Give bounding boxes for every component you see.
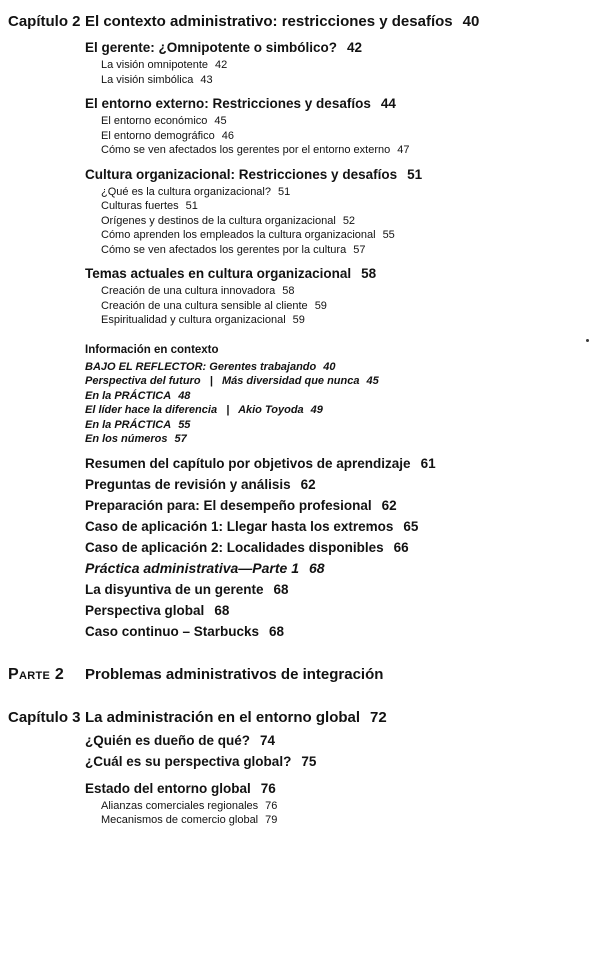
toc-entry-label: En los números xyxy=(85,433,168,445)
toc-entry xyxy=(101,143,590,158)
page-number: 68 xyxy=(269,623,285,639)
toc-entry-label: La visión omnipotente xyxy=(101,59,209,71)
toc-entry-label: Caso de aplicación 1: Llegar hasta los extremos xyxy=(85,518,394,534)
toc-entry xyxy=(85,558,590,579)
toc-entry-label: Orígenes y destinos de la cultura organizacional xyxy=(101,214,336,227)
page-number: 76 xyxy=(260,780,276,796)
page-number: 62 xyxy=(300,476,316,492)
toc-entry-label: Resumen del capítulo por objetivos de aprendizaje xyxy=(85,455,411,471)
toc-entry-label: Perspectiva global xyxy=(85,602,205,618)
toc-entry-label: El entorno demográfico xyxy=(101,129,215,142)
chapter-block xyxy=(8,12,590,642)
toc-entry xyxy=(85,265,590,282)
page-number: 42 xyxy=(347,40,363,55)
toc-entry xyxy=(101,129,590,144)
scan-speck xyxy=(586,339,589,342)
page-number: 72 xyxy=(370,708,387,726)
toc-entry-label: Información en contexto xyxy=(85,343,219,356)
toc-entry xyxy=(85,495,590,516)
toc-entry xyxy=(85,418,590,433)
page-number: 75 xyxy=(301,753,317,769)
toc-entry xyxy=(85,474,590,495)
page-number: 44 xyxy=(380,96,396,111)
toc-entry xyxy=(101,313,590,328)
toc-entry xyxy=(85,621,590,642)
toc-entry xyxy=(85,432,590,447)
toc-entry-label: BAJO EL REFLECTOR: Gerentes trabajando xyxy=(85,360,317,373)
page-number: 68 xyxy=(273,581,289,597)
page-number: 57 xyxy=(174,433,187,445)
toc-entry xyxy=(101,114,590,129)
page-number: 59 xyxy=(292,314,305,326)
page-number: 40 xyxy=(462,13,480,30)
page-number: 48 xyxy=(178,389,191,402)
toc-entry-label: Creación de una cultura sensible al cliente xyxy=(101,299,308,312)
toc-entry xyxy=(85,751,590,772)
toc-entry-label: Cómo aprenden los empleados la cultura organizacional xyxy=(101,229,376,241)
toc-entry-label: ¿Qué es la cultura organizacional? xyxy=(101,185,271,198)
page-number: 52 xyxy=(342,214,356,227)
toc-entry xyxy=(85,600,590,621)
toc-entry-label: Práctica administrativa—Parte 1 xyxy=(85,559,299,576)
part-title: Problemas administrativos de integración xyxy=(85,665,384,683)
toc-entry xyxy=(101,199,590,214)
page-number: 51 xyxy=(407,166,423,182)
page-number: 55 xyxy=(382,229,395,241)
toc-entry xyxy=(101,243,590,258)
toc-entry-label: Estado del entorno global xyxy=(85,780,251,796)
toc-entry xyxy=(85,343,590,357)
toc-entry xyxy=(101,813,590,828)
toc-entry-label: En la PRÁCTICA xyxy=(85,389,172,402)
toc-entry-label: Mecanismos de comercio global xyxy=(101,814,259,826)
toc-entry xyxy=(85,403,590,418)
chapter-label: Capítulo 3 xyxy=(8,708,81,726)
page-number: 58 xyxy=(282,285,295,297)
toc-entry-label: Alianzas comerciales regionales xyxy=(101,799,259,812)
page-number: 51 xyxy=(277,185,291,198)
toc-entry-label: Caso de aplicación 2: Localidades disponibles xyxy=(85,539,384,555)
toc-entry xyxy=(85,780,590,797)
page-number: 59 xyxy=(314,299,327,312)
page-number: 55 xyxy=(178,418,191,431)
page-number: 49 xyxy=(310,404,323,416)
toc-entry xyxy=(85,95,590,112)
toc-entry xyxy=(85,579,590,600)
toc-entry xyxy=(101,799,590,814)
toc-entry xyxy=(85,537,590,558)
page-number: 45 xyxy=(366,375,379,387)
page-number: 65 xyxy=(403,518,419,534)
page-number: 68 xyxy=(309,559,325,576)
toc-entry-label: Culturas fuertes xyxy=(101,200,179,212)
chapter-title: La administración en el entorno global xyxy=(85,708,361,726)
toc-entry xyxy=(101,228,590,243)
toc-entry xyxy=(85,453,590,474)
page-number: 40 xyxy=(323,360,336,373)
toc-entry-label: Temas actuales en cultura organizacional xyxy=(85,266,352,281)
toc-entry xyxy=(85,166,590,183)
page-number: 79 xyxy=(265,814,278,826)
toc-entry-label: La disyuntiva de un gerente xyxy=(85,581,264,597)
toc-entry xyxy=(85,389,590,404)
toc-entry-label: Espiritualidad y cultura organizacional xyxy=(101,314,286,326)
toc-entry xyxy=(101,299,590,314)
page-number: 47 xyxy=(397,144,410,156)
page-number: 43 xyxy=(200,73,213,86)
toc-entry xyxy=(85,360,590,375)
chapter-block xyxy=(8,708,590,828)
toc-entry xyxy=(85,516,590,537)
toc-entry-label: Cómo se ven afectados los gerentes por la cultura xyxy=(101,243,347,256)
page-number: 66 xyxy=(393,539,409,555)
toc-entry-label: Caso continuo – Starbucks xyxy=(85,623,260,639)
toc-entry-label: El gerente: ¿Omnipotente o simbólico? xyxy=(85,40,338,55)
page-number: 74 xyxy=(260,732,276,748)
chapter-label: Capítulo 2 xyxy=(8,13,81,30)
toc-entry-label: Perspectiva del futuro | Más diversidad que nunca xyxy=(85,375,360,387)
page-number: 58 xyxy=(361,266,377,281)
toc-entry-label: En la PRÁCTICA xyxy=(85,418,172,431)
toc-entry-label: Cultura organizacional: Restricciones y desafíos xyxy=(85,166,398,182)
toc-entry-label: Creación de una cultura innovadora xyxy=(101,285,276,297)
toc-entry xyxy=(101,58,590,73)
toc-entry xyxy=(101,73,590,88)
toc-entry-label: Cómo se ven afectados los gerentes por el entorno externo xyxy=(101,144,391,156)
page-number: 62 xyxy=(381,497,397,513)
toc-entry-label: El entorno externo: Restricciones y desafíos xyxy=(85,96,371,111)
toc-entry-label: El líder hace la diferencia | Akio Toyoda xyxy=(85,404,304,416)
toc-entry-label: ¿Quién es dueño de qué? xyxy=(85,732,251,748)
chapter-heading xyxy=(8,708,590,727)
toc-entry xyxy=(101,214,590,229)
toc-entry-label: El entorno económico xyxy=(101,115,208,127)
page-number: 61 xyxy=(420,455,436,471)
part-heading-block xyxy=(8,666,590,684)
toc-entry xyxy=(85,374,590,389)
toc-entry-label: Preguntas de revisión y análisis xyxy=(85,476,291,492)
toc-entry xyxy=(85,730,590,751)
toc-entry xyxy=(85,39,590,56)
page-number: 45 xyxy=(214,115,227,127)
toc-entry xyxy=(101,185,590,200)
table-of-contents xyxy=(8,12,590,828)
page-number: 51 xyxy=(185,200,198,212)
part-label: Parte 2 xyxy=(8,665,65,683)
page-number: 46 xyxy=(221,129,234,142)
chapter-heading xyxy=(8,12,590,31)
page-number: 57 xyxy=(353,243,366,256)
page-number: 42 xyxy=(215,59,228,71)
toc-entry-label: ¿Cuál es su perspectiva global? xyxy=(85,753,292,769)
toc-entry xyxy=(101,284,590,299)
page-number: 76 xyxy=(265,799,278,812)
toc-entry-label: La visión simbólica xyxy=(101,73,194,86)
toc-entry-label: Preparación para: El desempeño profesional xyxy=(85,497,372,513)
chapter-title: El contexto administrativo: restricciones y desafíos xyxy=(85,13,453,30)
part-heading xyxy=(8,666,590,684)
page-number: 68 xyxy=(214,602,230,618)
